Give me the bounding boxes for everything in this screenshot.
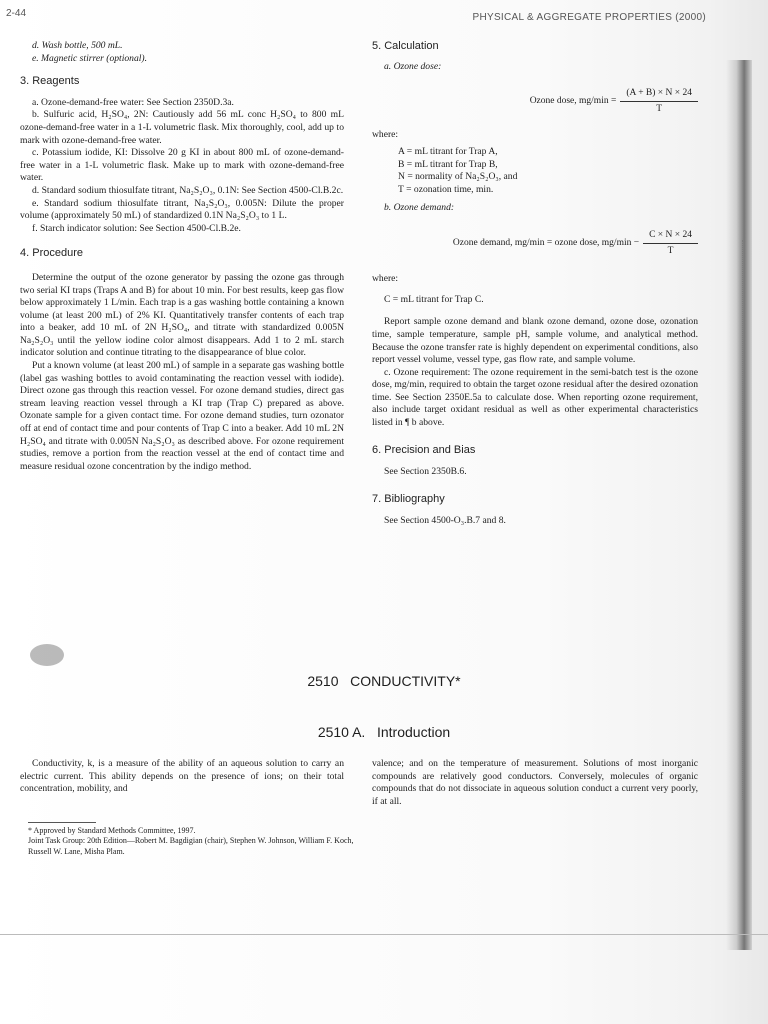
equation-fraction: [620, 87, 698, 115]
intro-paragraph: valence; and on the temperature of measurement. Solutions of most inorganic compounds are relatively good conductors. Conversely, molecules of organic compounds that do not dissociate in aqueous solution conduct a current very poorly, if at all.: [372, 758, 698, 807]
ozone-dose-label: a. Ozone dose:: [384, 60, 442, 72]
reagent-item: c. Potassium iodide, KI: Dissolve 20 g KI in about 800 mL of ozone-demand-free water in a 1-L volumetric flask. Make up to mark with ozone-demand-free water.: [20, 147, 344, 184]
intro-right: [372, 758, 698, 808]
procedure-paragraph: Put a known volume (at least 200 mL) of sample in a separate gas washing bottle (label gas washing bottles to avoid contaminating the reaction vessel with iodide). Direct ozone gas through this reaction vessel. For ozone demand studies, direct gas stream leaving reaction vessel through a KI trap (Trap C) prepared as above. Ozonate sample for a given contact time. For ozone demand studies, turn ozonator off at end of contact time and pour contents of Trap C into a beaker. Add 10 mL 2N H₂SO₄ and titrate with 0.005N Na₂S₂O₃ as described above. For ozone requirement studies, remove a portion from the reaction vessel at the end of contact time and measure residual ozone concentration by the indigo method.: [20, 360, 344, 472]
where-label: where:: [372, 129, 399, 141]
calculation-heading: 5. Calculation: [372, 40, 439, 52]
intro-left: [20, 758, 344, 796]
reagent-item: b. Sulfuric acid, H₂SO₄, 2N: Cautiously add 56 mL conc H₂SO₄ to 800 mL ozone-demand-free water in a 1-L volumetric flask. Mix thoroughly, cool, add up to mark with ozone-demand-free water.: [20, 109, 344, 146]
equation-lhs: Ozone demand, mg/min = ozone dose, mg/min −: [452, 237, 640, 248]
ozone-demand-label: b. Ozone demand:: [384, 202, 455, 214]
procedure-heading: 4. Procedure: [20, 247, 83, 260]
footnote: [28, 826, 358, 857]
reagents-heading: 3. Reagents: [20, 75, 80, 88]
definition-item: B = mL titrant for Trap B,: [398, 158, 498, 170]
page-edge-shadow: [726, 60, 752, 950]
scan-smudge: [30, 644, 64, 666]
reagent-item: f. Starch indicator solution: See Section 4500-Cl.B.2e.: [32, 222, 241, 234]
equation-fraction: [643, 229, 698, 257]
equation-denominator: T: [656, 103, 663, 114]
requirement-paragraph: c. Ozone requirement: The ozone requirement in the semi-batch test is the ozone dose, mg/min, required to obtain the target ozone residual after the desired ozonation time. See Section 2350E.5a to calculate dose. When reporting ozone requirement, also include target oxidant residual as well as other experimental characteristics listed in ¶ b above.: [372, 366, 698, 429]
left-column: [20, 40, 344, 473]
precision-text: See Section 2350B.6.: [384, 466, 467, 478]
equation-numerator: C × N × 24: [643, 229, 698, 244]
right-column: [372, 40, 698, 528]
reagent-item: d. Standard sodium thiosulfate titrant, Na₂S₂O₃, 0.1N: See Section 4500-Cl.B.2c.: [32, 184, 344, 196]
intro-paragraph: Conductivity, k, is a measure of the ability of an aqueous solution to carry an electric current. This ability depends on the presence of ions; on their total concentration, mobility, and: [20, 758, 344, 795]
where-label: where:: [372, 273, 399, 285]
reagent-item: e. Standard sodium thiosulfate titrant, Na₂S₂O₃, 0.005N: Dilute the proper volume (approximately 50 mL) of standardized 0.1N Na₂S₂O₃ to 1 L.: [20, 197, 344, 222]
running-title: PHYSICAL & AGGREGATE PROPERTIES (2000): [472, 12, 706, 23]
section-subtitle: 2510 A. Introduction: [317, 724, 451, 740]
definition-item: N = normality of Na₂S₂O₃, and: [398, 171, 518, 183]
definition-item: T = ozonation time, min.: [398, 183, 494, 195]
equation-denominator: T: [667, 245, 674, 256]
footnote-line: * Approved by Standard Methods Committee, 1997.: [28, 826, 196, 835]
precision-heading: 6. Precision and Bias: [372, 443, 476, 456]
equation-lhs: Ozone dose, mg/min =: [529, 95, 617, 106]
report-paragraph: Report sample ozone demand and blank ozone demand, ozone dose, ozonation time, sample temperature, sample pH, sample volume, and analytical method. Because the ozone transfer rate is highly dependent on experimental conditions, also report vessel volume, vessel type, gas flow rate, and sample volume.: [372, 316, 698, 366]
ozone-demand-equation: [372, 229, 698, 257]
ozone-dose-equation: [372, 87, 698, 115]
dose-definitions: [372, 146, 698, 196]
apparatus-list: [20, 40, 344, 65]
definition-item: C = mL titrant for Trap C.: [384, 293, 484, 305]
apparatus-item: e. Magnetic stirrer (optional).: [32, 52, 148, 64]
procedure-paragraph: Determine the output of the ozone generator by passing the ozone gas through two serial KI traps (Traps A and B) for about 10 min. For best results, keep gas flow below approximately 1 L/min. Each trap is a gas washing bottle containing a known volume (at least 200 mL) of 2% KI. Quantitatively transfer contents of each trap into a beaker, add 10 mL of 2N H₂SO₄, and titrate with standardized 0.005N Na₂S₂O₃ until the yellow iodine color almost disappears. Add 1 to 2 mL starch indicator solution and continue titrating to the disappearance of blue color.: [20, 271, 344, 359]
definition-item: A = mL titrant for Trap A,: [398, 145, 498, 157]
equation-numerator: (A + B) × N × 24: [620, 87, 698, 102]
reagent-item: a. Ozone-demand-free water: See Section 2350D.3a.: [32, 96, 234, 108]
page-edge-speckle: [742, 240, 747, 800]
footnote-rule: [28, 822, 96, 823]
apparatus-item: d. Wash bottle, 500 mL.: [32, 40, 123, 51]
footnote-line: Joint Task Group: 20th Edition—Robert M. Bagdigian (chair), Stephen W. Johnson, William F. Koch, Russell W. Lane, Misha Plam.: [28, 836, 354, 856]
bottom-rule: [0, 934, 768, 935]
bibliography-heading: 7. Bibliography: [372, 492, 445, 505]
page-number: 2-44: [6, 8, 27, 19]
bibliography-text: See Section 4500-O₃.B.7 and 8.: [384, 515, 506, 527]
section-title: 2510 CONDUCTIVITY*: [307, 673, 461, 689]
